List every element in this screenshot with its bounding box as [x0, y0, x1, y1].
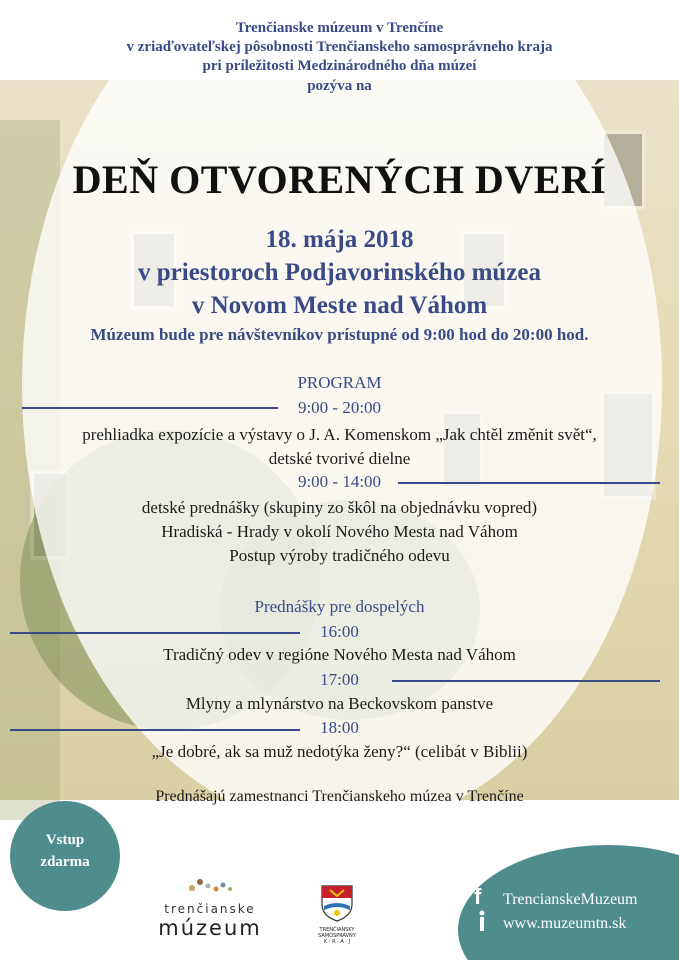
museum-logo	[140, 876, 280, 946]
coat-of-arms-icon	[320, 884, 354, 922]
contact-text	[503, 888, 638, 936]
region-text: K · R · A · J	[324, 939, 350, 945]
logo-text-small: trenčianske	[164, 902, 256, 916]
program-item: detské prednášky (skupiny zo škôl na objednávku vopred)	[141, 498, 538, 517]
program-time-1: 9:00 - 20:00	[297, 398, 382, 417]
badge-line: zdarma	[40, 854, 90, 870]
facebook-link[interactable]: TrencianskeMuzeum	[503, 891, 638, 908]
page-title: DEŇ OTVORENÝCH DVERÍ	[72, 157, 607, 202]
divider-line	[392, 680, 660, 682]
lecturers-note: Prednášajú zamestnanci Trenčianskeho múzea v Trenčíne	[155, 788, 524, 805]
event-venue-1: v priestoroch Podjavorinského múzea	[138, 259, 541, 286]
program-item: Hradiská - Hrady v okolí Nového Mesta nad Váhom	[161, 522, 518, 541]
website-link[interactable]: www.muzeumtn.sk	[503, 915, 627, 932]
program-item: prehliadka expozície a výstavy o J. A. Komenskom „Jak chtěl změnit svět“,	[82, 425, 597, 444]
region-logo	[316, 884, 358, 950]
header-invites: pozýva na	[307, 78, 372, 94]
event-date: 18. mája 2018	[265, 226, 414, 253]
event-hours: Múzeum bude pre návštevníkov prístupné od 9:00 hod do 20:00 hod.	[90, 325, 589, 344]
program-heading: PROGRAM	[297, 373, 382, 392]
lectures-heading: Prednášky pre dospelých	[254, 597, 425, 616]
facebook-icon[interactable]: f	[474, 884, 482, 909]
logo-text-large: múzeum	[158, 916, 262, 940]
divider-line	[10, 632, 300, 634]
lecture-title: „Je dobré, ak sa muž nedotýka ženy?“ (celibát v Biblii)	[151, 742, 528, 761]
program-item: Postup výroby tradičného odevu	[229, 546, 450, 565]
lecture-time: 18:00	[320, 718, 359, 737]
lecture-time: 16:00	[320, 622, 359, 641]
header-authority: v zriaďovateľskej pôsobnosti Trenčianskeho samosprávneho kraja	[126, 39, 553, 55]
event-venue-2: v Novom Meste nad Váhom	[191, 292, 488, 319]
program-time-2: 9:00 - 14:00	[297, 472, 382, 491]
lecture-time: 17:00	[320, 670, 359, 689]
program-item: detské tvorivé dielne	[268, 449, 411, 468]
header-occasion: pri príležitosti Medzinárodného dňa múzeí	[202, 58, 477, 74]
lecture-title: Tradičný odev v regióne Nového Mesta nad Váhom	[163, 645, 516, 664]
region-text: TRENČIANSKY	[319, 927, 355, 933]
lecture-title: Mlyny a mlynárstvo na Beckovskom panstve	[185, 694, 494, 713]
header-organizer: Trenčianske múzeum v Trenčíne	[235, 20, 444, 36]
info-icon	[477, 910, 487, 932]
region-text: SAMOSPRÁVNY	[318, 933, 356, 939]
logo-dots-icon	[184, 876, 236, 894]
free-entry-badge	[10, 801, 120, 911]
divider-line	[398, 482, 660, 484]
badge-line: Vstup	[45, 832, 85, 848]
divider-line	[10, 729, 300, 731]
